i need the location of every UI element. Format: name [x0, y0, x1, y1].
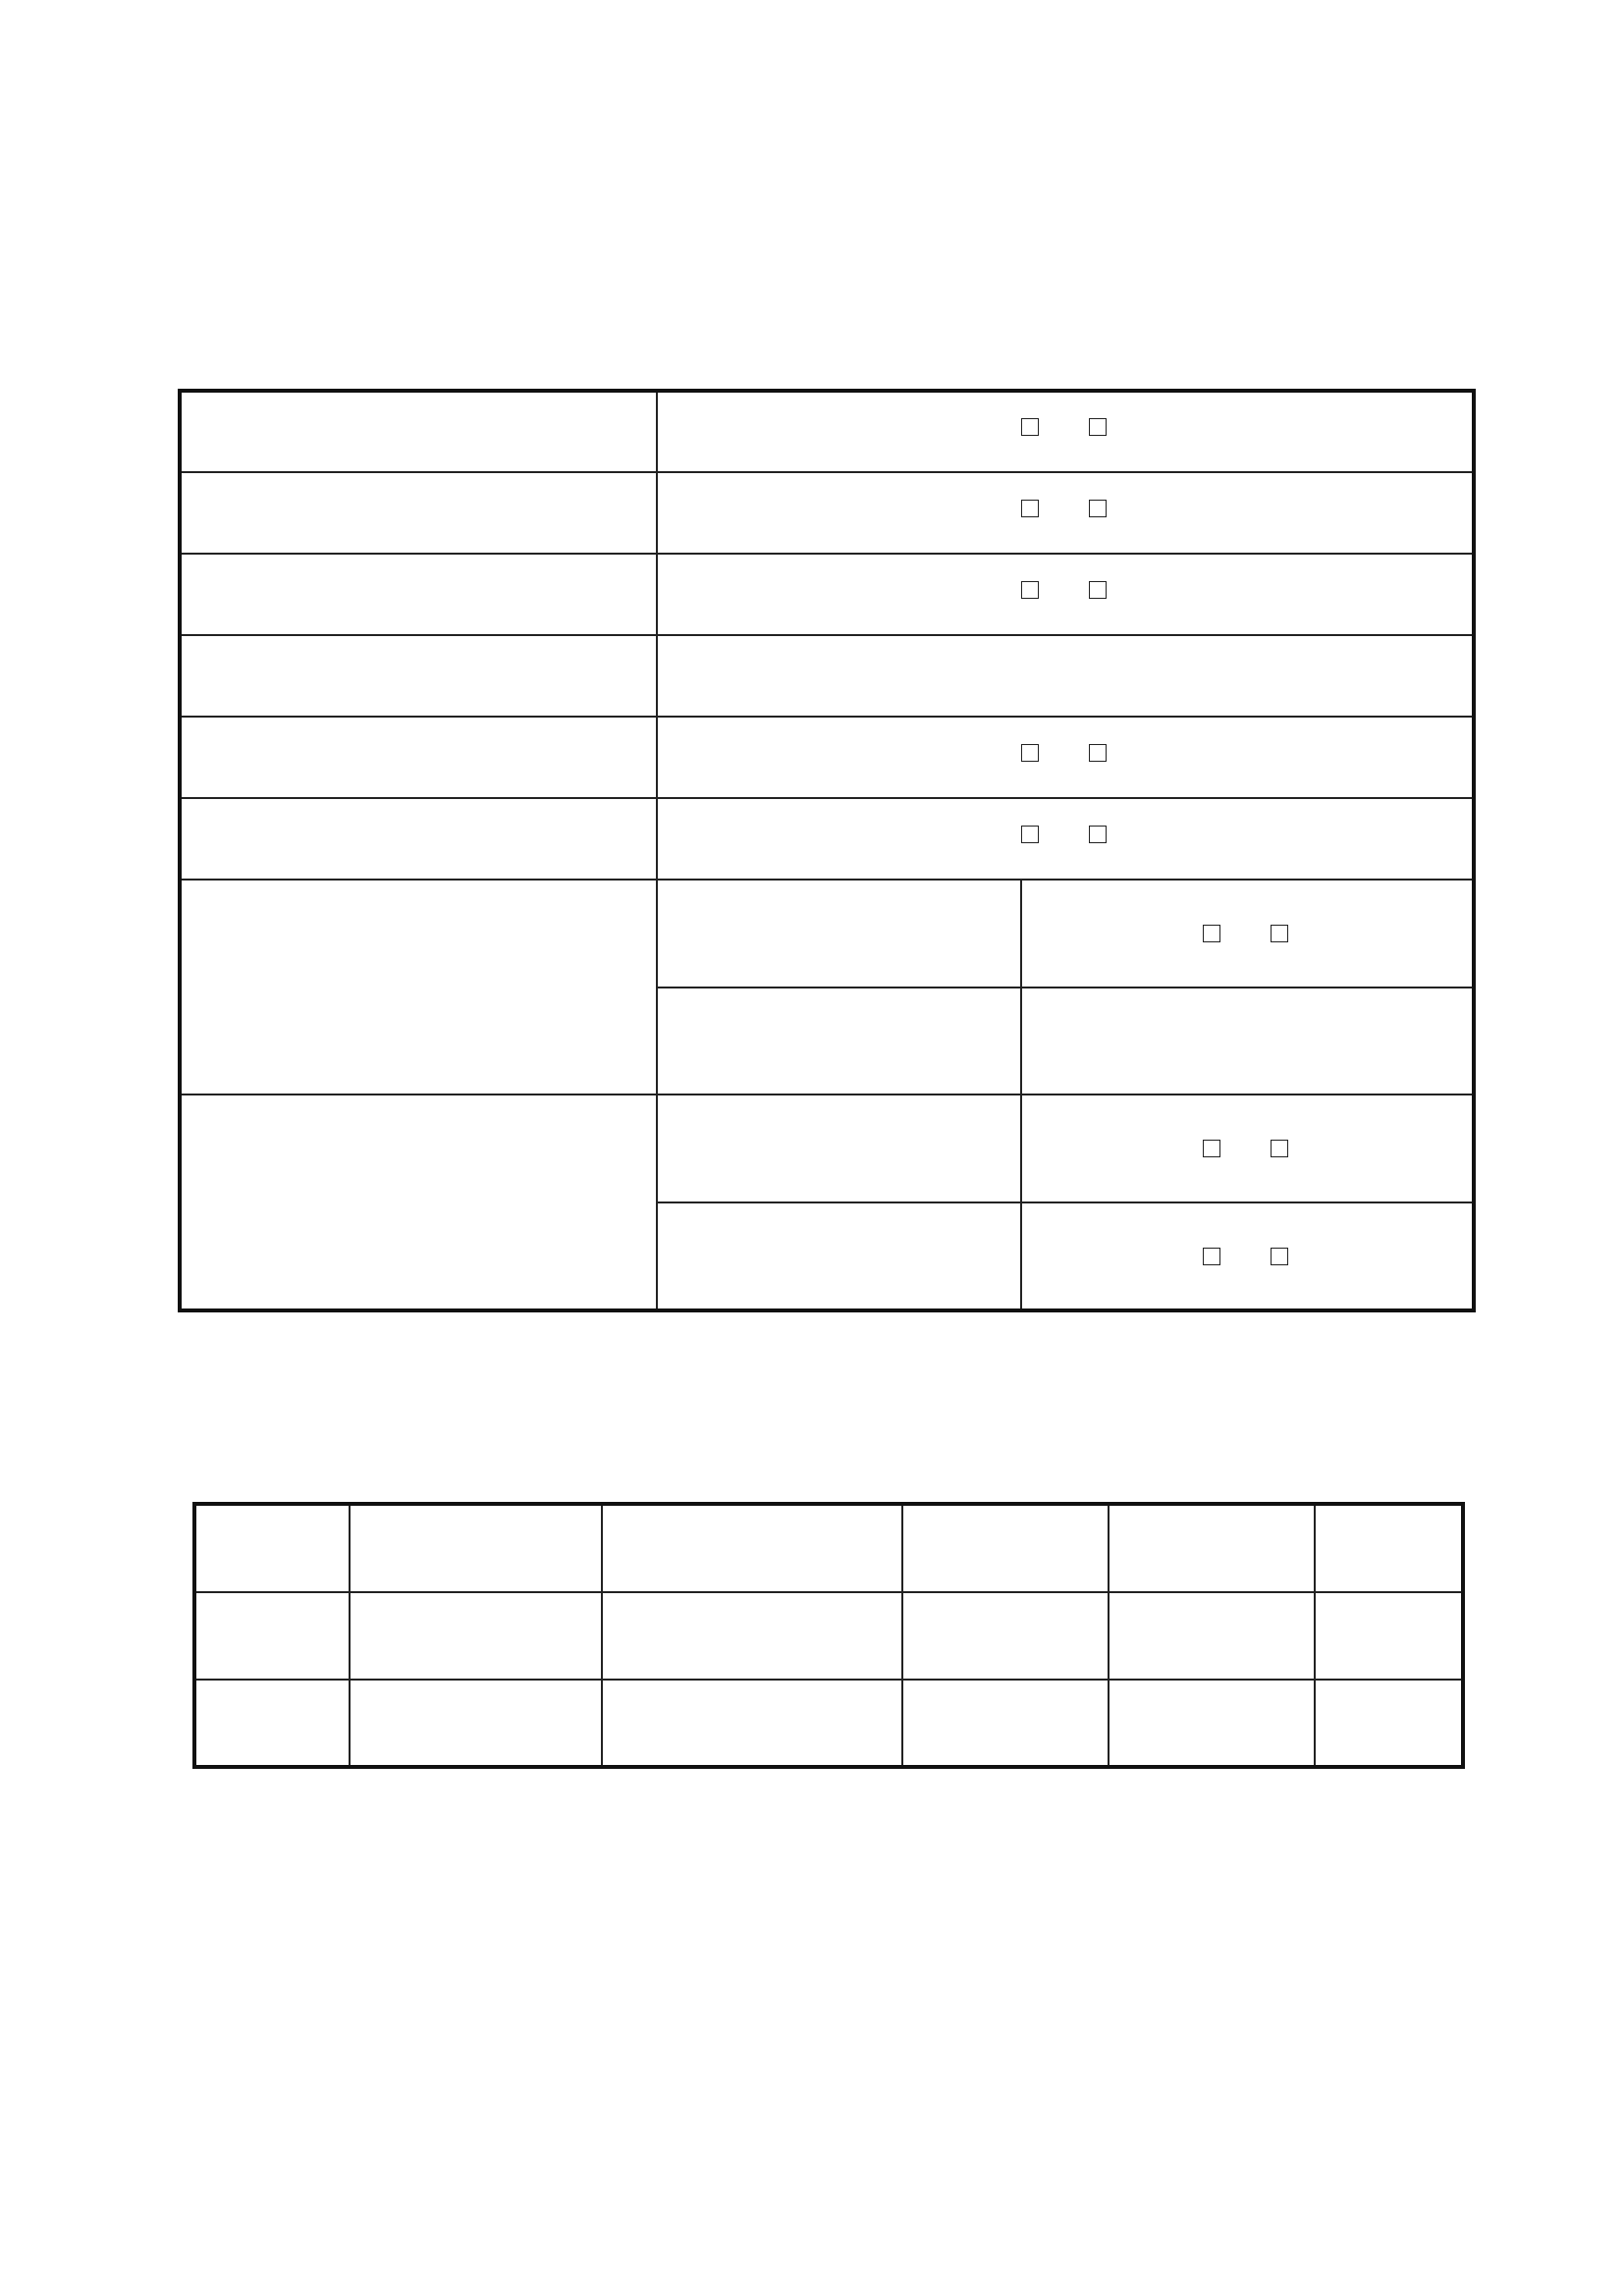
table-a5-title: [0, 330, 1624, 362]
sub-value: [1021, 1202, 1474, 1310]
table-a6-title: [0, 1439, 1624, 1471]
checkbox-option[interactable]: [1021, 487, 1042, 530]
checkbox-icon[interactable]: [1089, 581, 1107, 599]
table-row: [180, 798, 1474, 880]
row-value: [657, 717, 1474, 798]
checkbox-icon[interactable]: [1203, 1248, 1220, 1265]
checkbox-option[interactable]: [1271, 912, 1291, 955]
table-row: [180, 391, 1474, 472]
checkbox-option[interactable]: [1089, 568, 1110, 612]
empty-cell[interactable]: [1315, 1680, 1463, 1767]
checkbox-icon[interactable]: [1271, 1140, 1288, 1157]
table-row: [180, 472, 1474, 554]
table-row: [180, 554, 1474, 635]
column-header: [1315, 1504, 1463, 1592]
empty-cell[interactable]: [350, 1592, 602, 1680]
checkbox-option[interactable]: [1021, 813, 1042, 856]
sub-value: [1021, 880, 1474, 988]
checkbox-icon[interactable]: [1271, 925, 1288, 942]
checkbox-option[interactable]: [1089, 731, 1110, 774]
checkbox-option[interactable]: [1021, 731, 1042, 774]
table-row: [180, 880, 1474, 988]
social-responsibility-table: [178, 389, 1476, 1312]
row-value: [657, 472, 1474, 554]
checkbox-icon[interactable]: [1271, 1248, 1288, 1265]
row-value: [657, 798, 1474, 880]
row-label: [180, 635, 657, 717]
checkbox-option[interactable]: [1021, 405, 1042, 449]
sub-label: [657, 1095, 1021, 1202]
column-header: [350, 1504, 602, 1592]
checkbox-icon[interactable]: [1021, 826, 1039, 843]
row-value: [657, 554, 1474, 635]
sub-label: [657, 880, 1021, 988]
checkbox-icon[interactable]: [1089, 826, 1107, 843]
checkbox-icon[interactable]: [1089, 500, 1107, 517]
checkbox-icon[interactable]: [1203, 925, 1220, 942]
row-label: [180, 391, 657, 472]
row-value: [657, 391, 1474, 472]
empty-cell[interactable]: [194, 1680, 350, 1767]
sub-value: [1021, 1095, 1474, 1202]
empty-cell[interactable]: [602, 1592, 902, 1680]
checkbox-option[interactable]: [1203, 1235, 1223, 1278]
checkbox-option[interactable]: [1271, 1127, 1291, 1170]
row-label: [180, 472, 657, 554]
sub-label: [657, 988, 1021, 1095]
empty-cell[interactable]: [602, 1680, 902, 1767]
checkbox-option[interactable]: [1203, 912, 1223, 955]
empty-cell[interactable]: [1109, 1592, 1315, 1680]
checkbox-icon[interactable]: [1021, 500, 1039, 517]
checkbox-icon[interactable]: [1021, 581, 1039, 599]
table-row: [180, 1095, 1474, 1202]
section-a5-intro: [192, 265, 265, 294]
checkbox-option[interactable]: [1089, 405, 1110, 449]
table-row: [180, 635, 1474, 717]
empty-cell[interactable]: [1109, 1680, 1315, 1767]
checkbox-option[interactable]: [1089, 813, 1110, 856]
group-label: [180, 880, 657, 1095]
checkbox-icon[interactable]: [1203, 1140, 1220, 1157]
checkbox-icon[interactable]: [1021, 418, 1039, 436]
checkbox-option[interactable]: [1089, 487, 1110, 530]
checkbox-icon[interactable]: [1089, 744, 1107, 762]
header-row: [194, 1504, 1463, 1592]
empty-cell[interactable]: [194, 1592, 350, 1680]
table-row: [180, 717, 1474, 798]
column-header: [1109, 1504, 1315, 1592]
checkbox-option[interactable]: [1203, 1127, 1223, 1170]
checkbox-option[interactable]: [1021, 568, 1042, 612]
column-header: [194, 1504, 350, 1592]
group-label: [180, 1095, 657, 1310]
sub-label: [657, 1202, 1021, 1310]
row-label: [180, 554, 657, 635]
table-row: [194, 1680, 1463, 1767]
empty-cell[interactable]: [350, 1680, 602, 1767]
empty-cell[interactable]: [1315, 1592, 1463, 1680]
checkbox-option[interactable]: [1271, 1235, 1291, 1278]
checkbox-icon[interactable]: [1089, 418, 1107, 436]
social-honor-table: [192, 1502, 1465, 1769]
section-a6-intro: [192, 1374, 265, 1404]
row-value: [657, 635, 1474, 717]
empty-cell[interactable]: [902, 1680, 1109, 1767]
row-label: [180, 798, 657, 880]
row-label: [180, 717, 657, 798]
table-row: [194, 1592, 1463, 1680]
empty-cell[interactable]: [902, 1592, 1109, 1680]
sub-value: [1021, 988, 1474, 1095]
checkbox-icon[interactable]: [1021, 744, 1039, 762]
column-header: [602, 1504, 902, 1592]
column-header: [902, 1504, 1109, 1592]
